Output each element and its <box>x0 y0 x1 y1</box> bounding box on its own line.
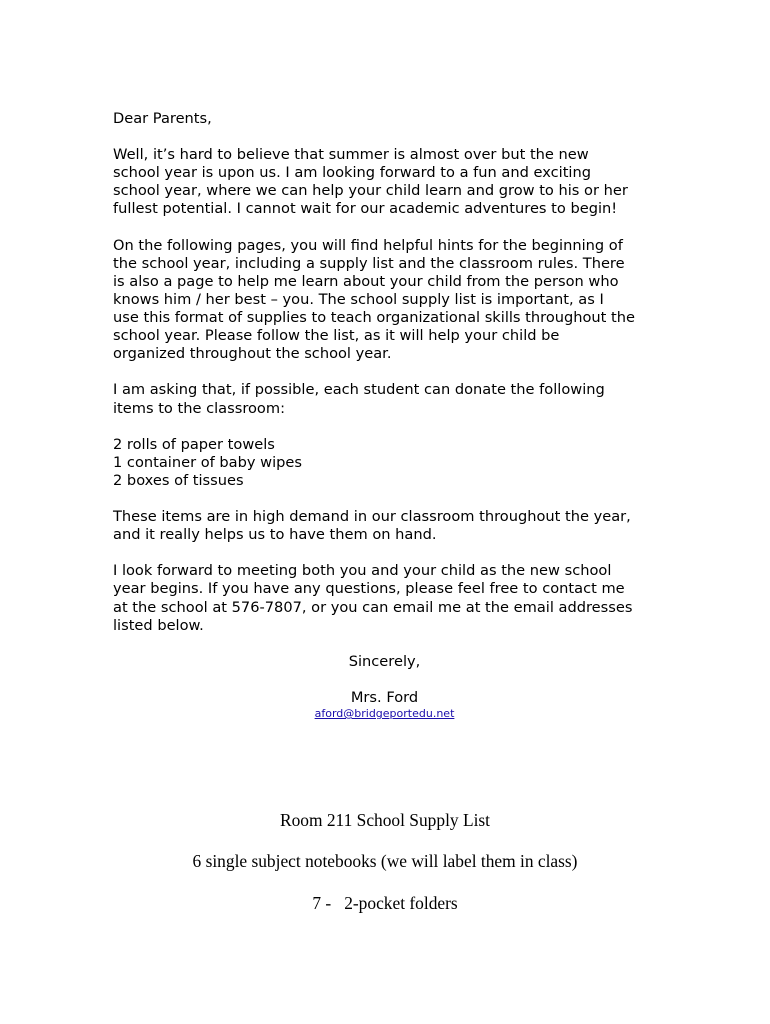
signature-name: Mrs. Ford <box>350 689 419 706</box>
signature-block <box>113 689 656 721</box>
letter-body <box>113 110 673 721</box>
salutation: Dear Parents, <box>113 110 212 127</box>
text-line: I look forward to meeting both you and your child as the new school <box>113 562 612 580</box>
paragraph-supply-info <box>113 237 673 364</box>
paragraph-contact <box>113 562 673 634</box>
text-line: These items are in high demand in our classroom throughout the year, <box>113 508 631 526</box>
supply-list-title: Room 211 School Supply List <box>280 810 490 830</box>
text-line: is also a page to help me learn about your child from the person who <box>113 272 619 290</box>
email-link[interactable]: aford@bridgeportedu.net <box>314 707 455 721</box>
text-line: Well, it’s hard to believe that summer is almost over but the new <box>113 146 589 164</box>
text-line: school year. Please follow the list, as it will help your child be <box>113 327 560 345</box>
paragraph-intro <box>113 146 673 218</box>
paragraph-demand <box>113 508 673 544</box>
text-line: items to the classroom: <box>113 399 285 417</box>
text-line: at the school at 576-7807, or you can email me at the email addresses <box>113 598 633 616</box>
text-line: fullest potential. I cannot wait for our academic adventures to begin! <box>113 200 618 218</box>
text-line: I am asking that, if possible, each student can donate the following <box>113 381 605 399</box>
text-line: On the following pages, you will find helpful hints for the beginning of <box>113 236 623 254</box>
donation-item: 2 boxes of tissues <box>113 471 244 489</box>
donation-item: 2 rolls of paper towels <box>113 435 275 453</box>
paragraph-donation-request <box>113 381 673 417</box>
supply-item: 6 single subject notebooks (we will label them in class) <box>192 851 578 871</box>
text-line: use this format of supplies to teach organizational skills throughout the <box>113 309 635 327</box>
text-line: school year, where we can help your child learn and grow to his or her <box>113 182 628 200</box>
text-line: knows him / her best – you. The school supply list is important, as I <box>113 290 604 308</box>
text-line: listed below. <box>113 616 204 634</box>
donation-list <box>113 436 673 490</box>
text-line: organized throughout the school year. <box>113 345 392 363</box>
closing: Sincerely, <box>348 652 421 670</box>
text-line: school year is upon us. I am looking forward to a fun and exciting <box>113 164 591 182</box>
text-line: year begins. If you have any questions, please feel free to contact me <box>113 580 625 598</box>
text-line: and it really helps us to have them on hand. <box>113 526 437 544</box>
text-line: the school year, including a supply list and the classroom rules. There <box>113 254 625 272</box>
donation-item: 1 container of baby wipes <box>113 453 302 471</box>
supply-item: 7 - 2-pocket folders <box>312 893 458 913</box>
